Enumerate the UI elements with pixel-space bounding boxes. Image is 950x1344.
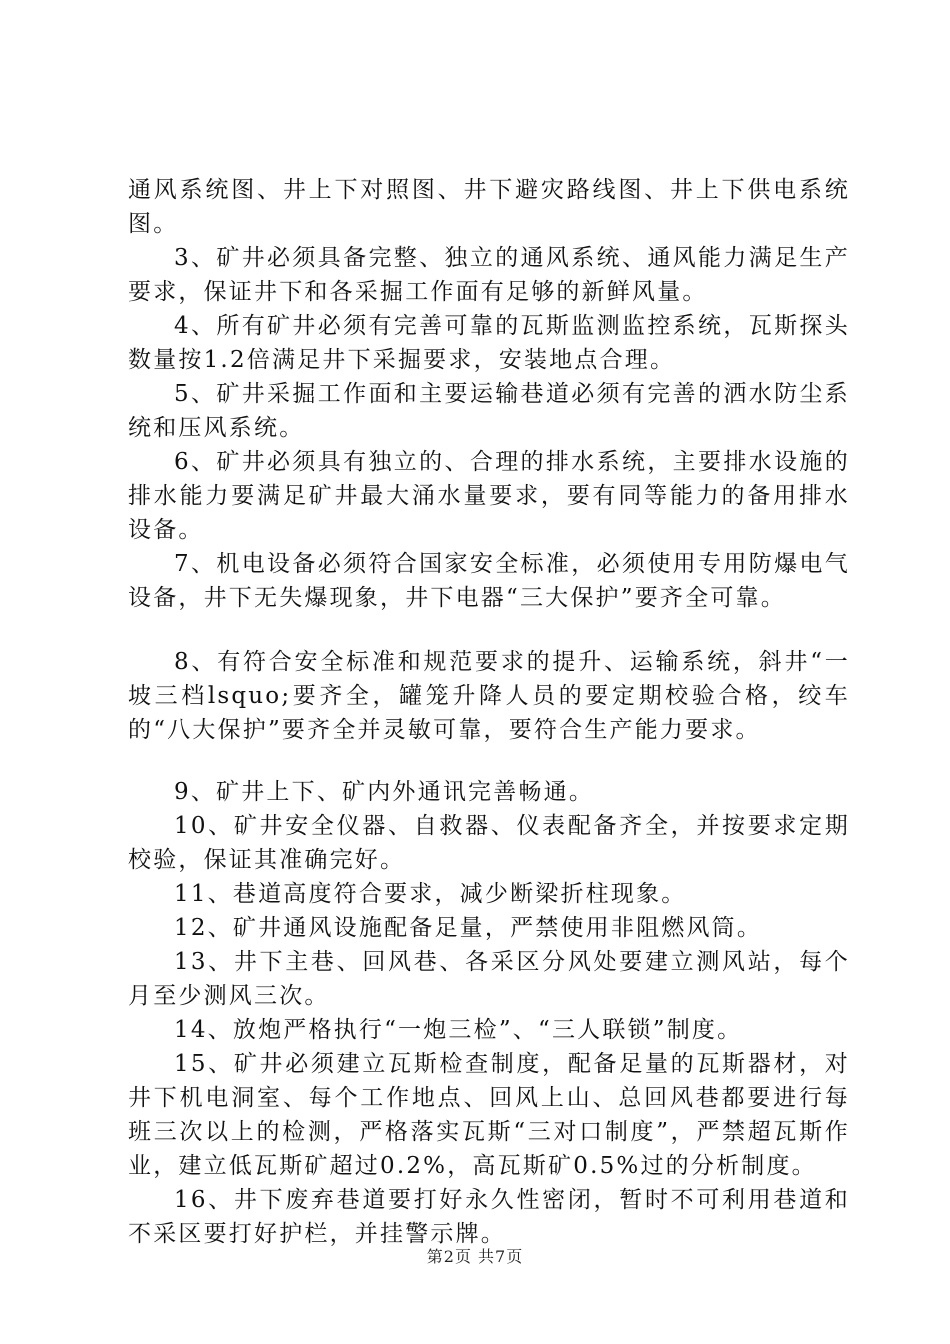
paragraph-item-14: 14、放炮严格执行“一炮三检”、“三人联锁”制度。 — [174, 1017, 743, 1043]
paragraph-item-11: 11、巷道高度符合要求，减少断梁折柱现象。 — [174, 881, 687, 907]
paragraph-continuation: 通风系统图、井上下对照图、井下避灾路线图、井上下供电系统图。 — [128, 177, 850, 237]
paragraph-item-9: 9、矿井上下、矿内外通讯完善畅通。 — [174, 779, 595, 805]
paragraph-item-10: 10、矿井安全仪器、自救器、仪表配备齐全，并按要求定期校验，保证其准确完好。 — [128, 813, 850, 873]
paragraph-item-8: 8、有符合安全标准和规范要求的提升、运输系统，斜井“一坡三档lsquo;要齐全，罐笼升降人员的要定期校验合格，绞车的“八大保护”要齐全并灵敏可靠，要符合生产能力要求。 — [128, 649, 850, 743]
paragraph-item-5: 5、矿井采掘工作面和主要运输巷道必须有完善的洒水防尘系统和压风系统。 — [128, 381, 850, 441]
paragraph-item-16: 16、井下废弃巷道要打好永久性密闭，暂时不可利用巷道和不采区要打好护栏，并挂警示牌。 — [128, 1187, 850, 1247]
paragraph-item-15: 15、矿井必须建立瓦斯检查制度，配备足量的瓦斯器材，对井下机电洞室、每个工作地点、回风上山、总回风巷都要进行每班三次以上的检测，严格落实瓦斯“三对口制度”，严禁超瓦斯作业，建立低瓦斯矿超过0.2%，高瓦斯矿0.5%过的分析制度。 — [128, 1051, 850, 1179]
document-body — [128, 173, 850, 1251]
paragraph-item-6: 6、矿井必须具有独立的、合理的排水系统，主要排水设施的排水能力要满足矿井最大涌水量要求，要有同等能力的备用排水设备。 — [128, 449, 850, 543]
paragraph-item-3: 3、矿井必须具备完整、独立的通风系统、通风能力满足生产要求，保证井下和各采掘工作面有足够的新鲜风量。 — [128, 245, 850, 305]
paragraph-item-4: 4、所有矿井必须有完善可靠的瓦斯监测监控系统，瓦斯探头数量按1.2倍满足井下采掘要求，安装地点合理。 — [128, 313, 850, 373]
paragraph-item-13: 13、井下主巷、回风巷、各采区分风处要建立测风站，每个月至少测风三次。 — [128, 949, 850, 1009]
paragraph-item-7: 7、机电设备必须符合国家安全标准，必须使用专用防爆电气设备，井下无失爆现象，井下电器“三大保护”要齐全可靠。 — [128, 551, 850, 611]
paragraph-item-12: 12、矿井通风设施配备足量，严禁使用非阻燃风筒。 — [174, 915, 763, 941]
page-number-footer: 第2页 共7页 — [426, 1247, 524, 1266]
